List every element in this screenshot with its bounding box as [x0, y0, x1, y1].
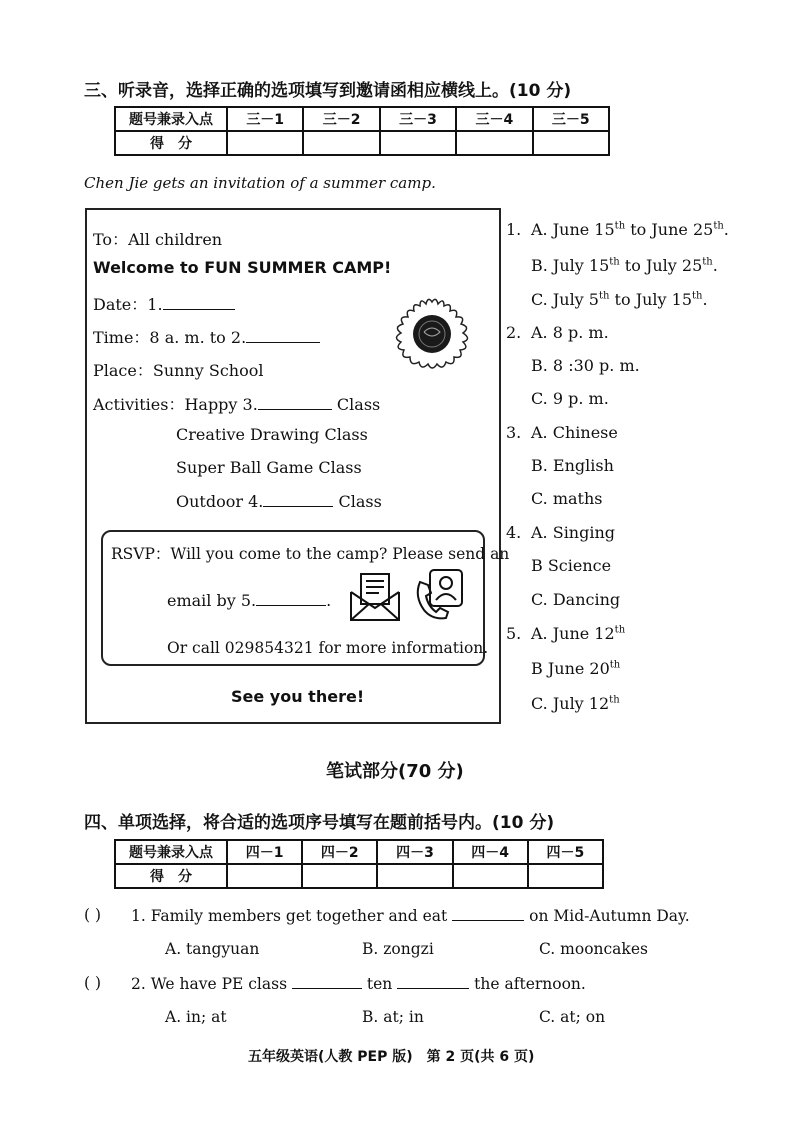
q1-number: 1. [506, 220, 522, 239]
sun-icon [386, 294, 478, 374]
score-table-header: 三－2 [303, 107, 379, 131]
score-table-header: 四－2 [302, 840, 377, 864]
section3-score-table [114, 106, 610, 156]
q1-option-a: A. June 15th to June 25th. [531, 220, 729, 239]
phone-contact-icon [412, 568, 466, 624]
score-cell[interactable] [302, 864, 377, 888]
invitation-to: To：All children [93, 230, 223, 249]
q4-option-b: B Science [531, 556, 612, 575]
class-word: Class [338, 492, 382, 511]
score-table-header: 三－4 [456, 107, 532, 131]
score-table-header: 四－3 [377, 840, 452, 864]
score-cell[interactable] [528, 864, 603, 888]
s4-q2-answer-paren[interactable]: ( ) [84, 974, 102, 992]
q4-option-a: A. Singing [531, 523, 616, 542]
section3-title: 三、听录音，选择正确的选项填写到邀请函相应横线上。(10 分) [84, 81, 572, 101]
score-cell[interactable] [227, 864, 302, 888]
s4-q1-option-c: C. mooncakes [539, 940, 648, 958]
blank-4[interactable] [263, 492, 333, 507]
invitation-place: Place：Sunny School [93, 361, 264, 380]
date-label: Date：1. [93, 295, 163, 314]
time-label: Time：8 a. m. to 2. [93, 328, 247, 347]
invitation-activity4 [176, 492, 382, 511]
score-table-header: 三－5 [533, 107, 609, 131]
invitation-time [93, 325, 320, 348]
s4-q2-blank-2[interactable] [397, 974, 469, 989]
invitation-activity2: Creative Drawing Class [176, 425, 368, 444]
email-label: email by 5. [167, 591, 257, 610]
s4-q1-answer-paren[interactable]: ( ) [84, 906, 102, 924]
invitation-welcome: Welcome to FUN SUMMER CAMP! [93, 258, 392, 277]
blank-1[interactable] [163, 295, 235, 310]
score-cell[interactable] [303, 131, 379, 155]
score-cell[interactable] [377, 864, 452, 888]
intro-text: Chen Jie gets an invitation of a summer camp. [84, 174, 436, 192]
score-label: 得 分 [115, 864, 227, 888]
outdoor-label: Outdoor 4. [176, 492, 264, 511]
class-word: Class [336, 395, 381, 414]
score-table-header: 题号兼录入点 [115, 107, 227, 131]
rsvp-line2: email by 5. . [167, 591, 332, 610]
blank-5[interactable] [256, 591, 326, 606]
q2-option-a: A. 8 p. m. [531, 323, 609, 342]
score-label: 得 分 [115, 131, 227, 155]
score-table-header: 题号兼录入点 [115, 840, 227, 864]
blank-3[interactable] [258, 395, 332, 410]
q5-option-b: B June 20th [531, 659, 621, 678]
q4-option-c: C. Dancing [531, 590, 621, 609]
invitation-activity1 [93, 392, 380, 415]
section4-score-table [114, 839, 604, 889]
s4-q1-option-a: A. tangyuan [165, 940, 260, 958]
section4-title: 四、单项选择，将合适的选项序号填写在题前括号内。(10 分) [84, 813, 555, 833]
written-section-title: 笔试部分(70 分) [326, 761, 464, 782]
q5-option-c: C. July 12th [531, 694, 620, 713]
s4-q2-stem: 2. We have PE class ten the afternoon. [131, 975, 586, 993]
q3-option-c: C. maths [531, 489, 603, 508]
rsvp-line1: RSVP：Will you come to the camp? Please send an [111, 545, 510, 563]
invitation-activity3: Super Ball Game Class [176, 458, 362, 477]
q5-option-a: A. June 12th [531, 624, 626, 643]
page-footer: 五年级英语(人教 PEP 版) 第 2 页(共 6 页) [248, 1049, 535, 1065]
s4-q2-blank-1[interactable] [292, 974, 362, 989]
score-cell[interactable] [453, 864, 528, 888]
score-table-header: 四－1 [227, 840, 302, 864]
s4-q1-option-b: B. zongzi [362, 940, 434, 958]
q3-option-b: B. English [531, 456, 614, 475]
q3-option-a: A. Chinese [531, 423, 618, 442]
score-table-header: 四－4 [453, 840, 528, 864]
score-cell[interactable] [533, 131, 609, 155]
s4-q1-stem: 1. Family members get together and eat on Mid-Autumn Day. [131, 907, 690, 925]
invitation-date [93, 292, 235, 315]
score-cell[interactable] [227, 131, 303, 155]
q4-number: 4. [506, 523, 522, 542]
q3-number: 3. [506, 423, 522, 442]
envelope-icon [349, 572, 401, 622]
activities-label: Activities：Happy 3. [93, 395, 258, 414]
s4-q1-blank[interactable] [452, 906, 524, 921]
invitation-closing: See you there! [231, 687, 365, 706]
rsvp-line3: Or call 029854321 for more information. [167, 639, 489, 657]
score-table-header: 三－1 [227, 107, 303, 131]
q1-option-b: B. July 15th to July 25th. [531, 256, 718, 275]
score-table-header: 三－3 [380, 107, 456, 131]
s4-q2-option-a: A. in; at [165, 1008, 227, 1026]
score-cell[interactable] [456, 131, 532, 155]
s4-q2-option-b: B. at; in [362, 1008, 424, 1026]
q2-number: 2. [506, 323, 522, 342]
s4-q2-option-c: C. at; on [539, 1008, 606, 1026]
blank-2[interactable] [246, 328, 320, 343]
q2-option-b: B. 8 :30 p. m. [531, 356, 640, 375]
score-cell[interactable] [380, 131, 456, 155]
q5-number: 5. [506, 624, 522, 643]
q2-option-c: C. 9 p. m. [531, 389, 609, 408]
score-table-header: 四－5 [528, 840, 603, 864]
q1-option-c: C. July 5th to July 15th. [531, 290, 708, 309]
